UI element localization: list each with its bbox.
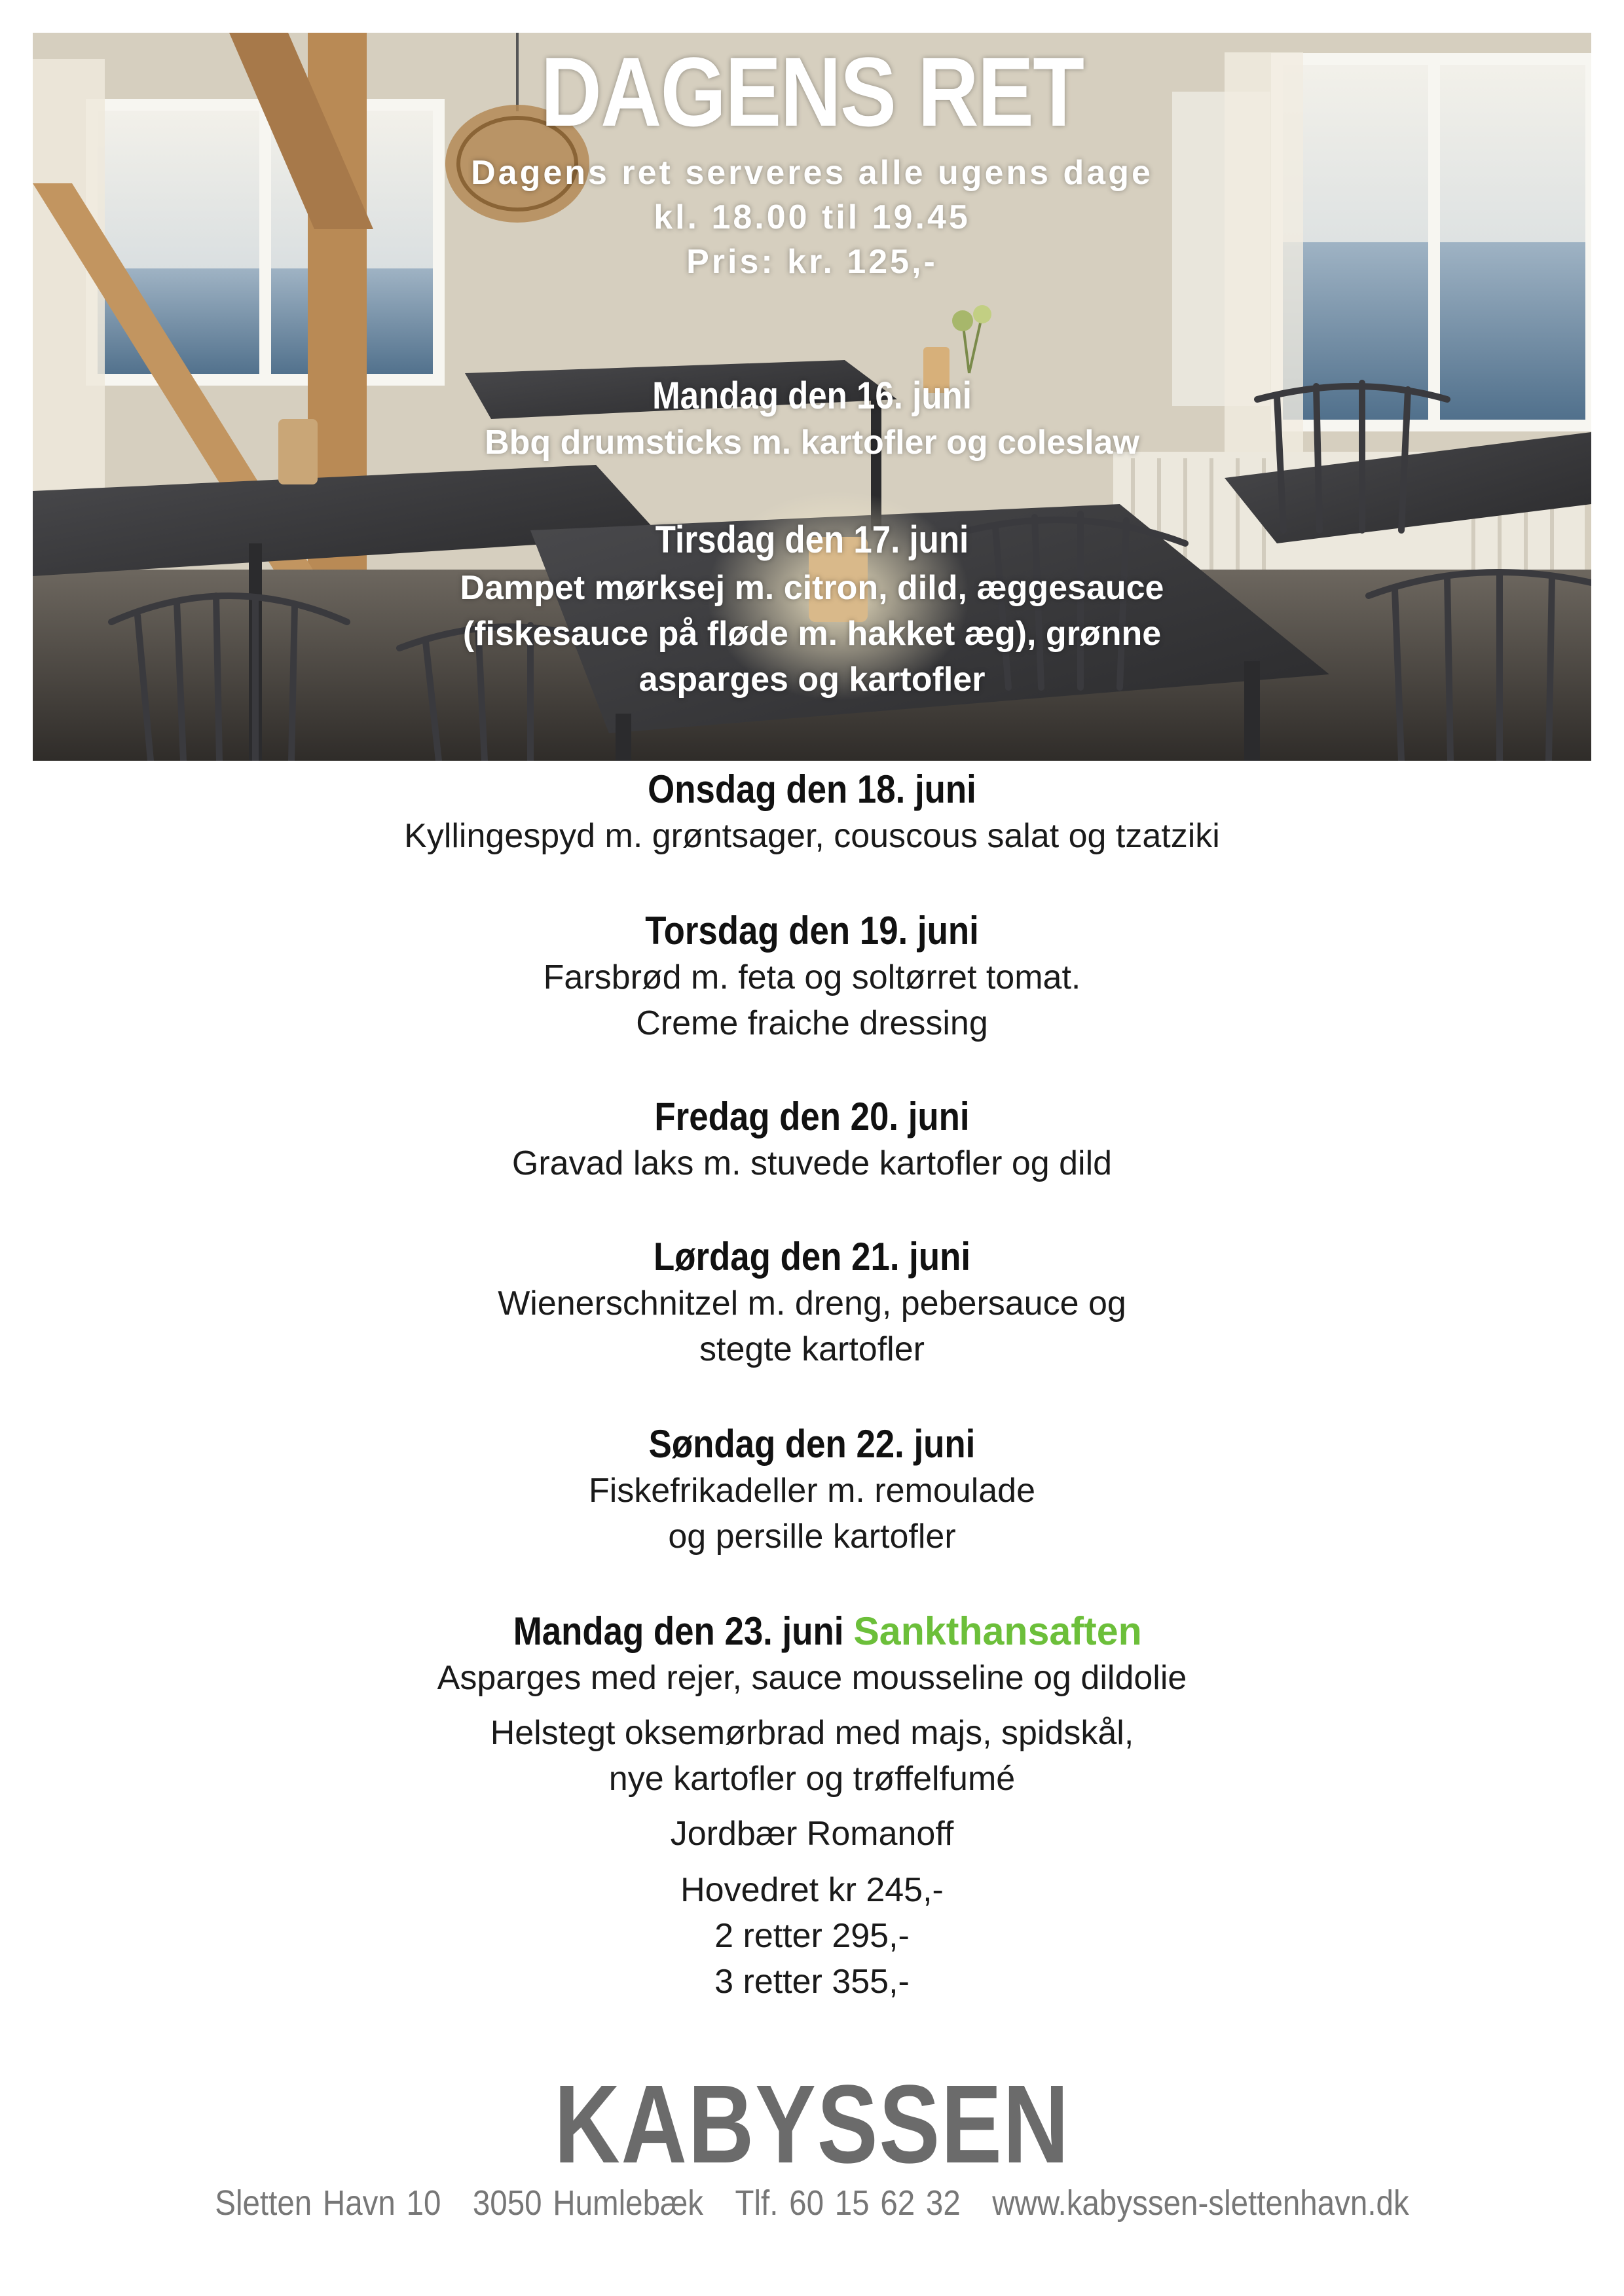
day-heading-special [98, 1608, 1526, 1655]
special-course-dessert: Jordbær Romanoff [670, 1815, 954, 1853]
dish-thursday-line-2: Creme fraiche dressing [636, 1004, 988, 1042]
day-heading-monday: Mandag den 16. juni [652, 374, 972, 417]
special-price-three-courses: 3 retter 355,- [714, 1963, 910, 2001]
dish-tuesday-line-1: Dampet mørksej m. citron, dild, æggesauce [460, 569, 1164, 607]
serving-hours: kl. 18.00 til 19.45 [654, 198, 970, 236]
dish-tuesday-line-2: (fiskesauce på fløde m. hakket æg), grønne [462, 615, 1162, 653]
footer-contact [98, 2180, 1526, 2226]
special-course-main-line-1: Helstegt oksemørbrad med majs, spidskål, [490, 1714, 1134, 1752]
day-heading-sunday: Søndag den 22. juni [648, 1422, 976, 1466]
special-course-main-line-2: nye kartofler og trøffelfumé [608, 1760, 1016, 1798]
day-heading-friday: Fredag den 20. juni [654, 1095, 970, 1139]
price-info: Pris: kr. 125,- [686, 243, 938, 281]
dish-sunday-line-2: og persille kartofler [668, 1518, 956, 1556]
dish-monday: Bbq drumsticks m. kartofler og coleslaw [485, 424, 1139, 462]
day-heading-saturday: Lørdag den 21. juni [653, 1235, 971, 1279]
day-heading-thursday: Torsdag den 19. juni [645, 909, 979, 953]
dish-wednesday: Kyllingespyd m. grøntsager, couscous salat og tzatziki [404, 817, 1220, 855]
kabyssen-logo: KABYSSEN [554, 2062, 1070, 2187]
dish-saturday-line-2: stegte kartofler [699, 1330, 925, 1368]
sankthansaften-badge: Sankthansaften [853, 1609, 1142, 1653]
footer-address: Sletten Havn 10 [215, 2183, 441, 2223]
hero-photo [33, 33, 1591, 761]
dish-friday: Gravad laks m. stuvede kartofler og dild [511, 1144, 1113, 1182]
serving-info: Dagens ret serveres alle ugens dage [471, 154, 1153, 192]
special-price-two-courses: 2 retter 295,- [714, 1917, 910, 1955]
special-day-label: Mandag den 23. juni [513, 1609, 844, 1653]
dish-saturday-line-1: Wienerschnitzel m. dreng, pebersauce og [498, 1285, 1126, 1322]
day-heading-wednesday: Onsdag den 18. juni [648, 767, 976, 811]
day-heading-tuesday: Tirsdag den 17. juni [655, 519, 969, 561]
footer-phone[interactable]: Tlf. 60 15 62 32 [735, 2183, 961, 2223]
special-price-main: Hovedret kr 245,- [680, 1871, 944, 1909]
page-title: DAGENS RET [540, 37, 1084, 147]
dish-sunday-line-1: Fiskefrikadeller m. remoulade [588, 1472, 1036, 1510]
footer-website-link[interactable]: www.kabyssen-slettenhavn.dk [992, 2183, 1409, 2223]
footer-city: 3050 Humlebæk [472, 2183, 704, 2223]
dish-tuesday-line-3: asparges og kartofler [638, 661, 986, 699]
dish-thursday-line-1: Farsbrød m. feta og soltørret tomat. [543, 958, 1081, 996]
special-course-starter: Asparges med rejer, sauce mousseline og dildolie [437, 1659, 1187, 1697]
